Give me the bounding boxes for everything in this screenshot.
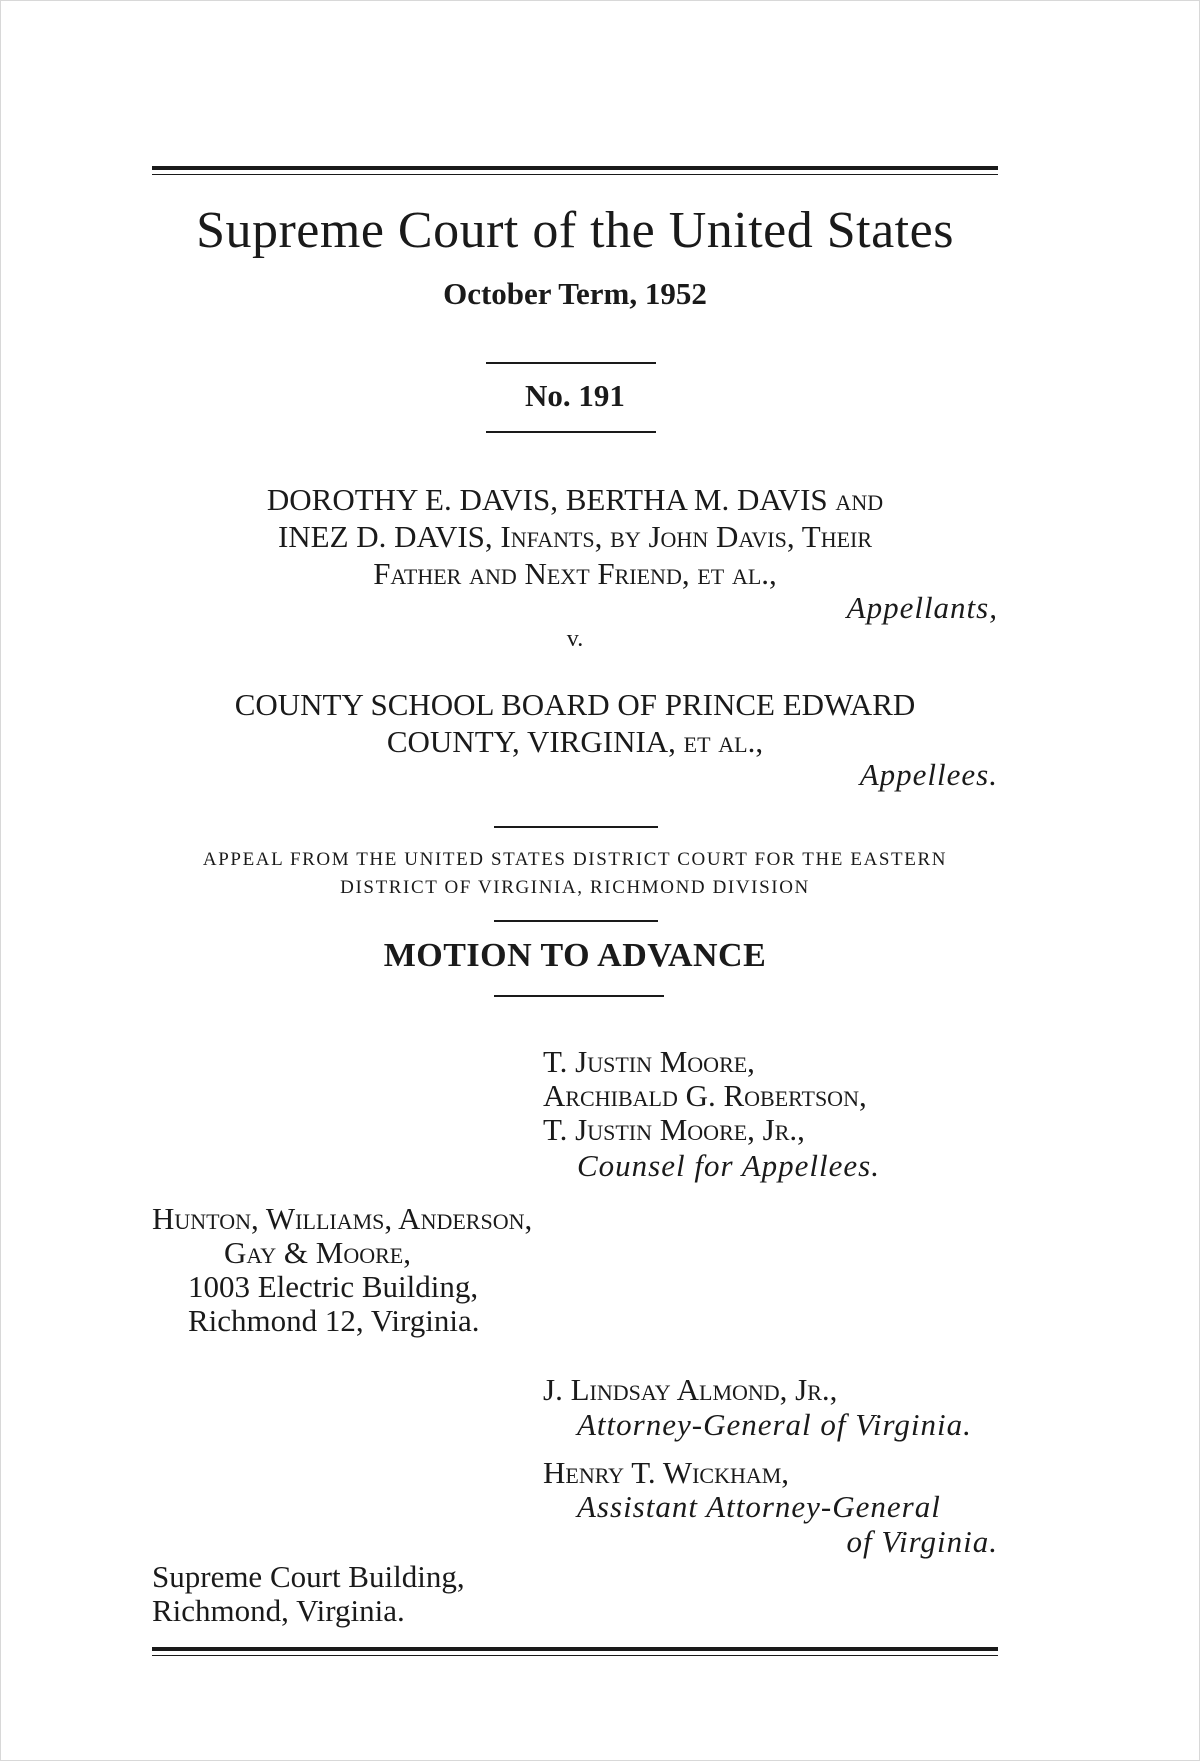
counsel-name-3: T. Justin Moore, Jr., xyxy=(543,1112,805,1147)
appellants-role: Appellants, xyxy=(846,590,998,625)
term: October Term, 1952 xyxy=(443,276,707,311)
assistant-title-1: Assistant Attorney-General xyxy=(577,1489,941,1524)
appeal-line-1: APPEAL FROM THE UNITED STATES DISTRICT COURT FOR THE EASTERN xyxy=(202,849,948,870)
rule-above-docket xyxy=(486,362,656,364)
rule-above-appeal xyxy=(494,826,658,828)
counsel-name-1: T. Justin Moore, xyxy=(543,1044,755,1079)
rule-below-docket xyxy=(486,431,656,433)
attorney-general-title: Attorney-General of Virginia. xyxy=(577,1407,972,1442)
firm-line-2: Gay & Moore, xyxy=(224,1235,411,1270)
firm-line-4: Richmond 12, Virginia. xyxy=(188,1303,480,1338)
rule-below-motion xyxy=(494,995,664,997)
motion-title: MOTION TO ADVANCE xyxy=(383,937,767,974)
court-title: Supreme Court of the United States xyxy=(196,202,954,259)
firm-line-3: 1003 Electric Building, xyxy=(188,1269,479,1304)
address-line-2: Richmond, Virginia. xyxy=(152,1593,405,1628)
appellants-line-3: Father and Next Friend, et al., xyxy=(373,556,777,591)
appellants-line-1: DOROTHY E. DAVIS, BERTHA M. DAVIS and xyxy=(266,482,884,517)
appellees-role: Appellees. xyxy=(859,757,998,792)
appellants-names xyxy=(152,481,998,592)
appellees-names xyxy=(152,686,998,760)
versus: v. xyxy=(566,626,584,652)
firm-line-1: Hunton, Williams, Anderson, xyxy=(152,1201,533,1236)
bottom-double-rule xyxy=(152,1647,998,1656)
appellants-line-2: INEZ D. DAVIS, Infants, by John Davis, Their xyxy=(277,519,873,554)
address-line-1: Supreme Court Building, xyxy=(152,1559,465,1594)
appellees-line-1: COUNTY SCHOOL BOARD OF PRINCE EDWARD xyxy=(234,687,916,722)
appeal-line-2: DISTRICT OF VIRGINIA, RICHMOND DIVISION xyxy=(340,877,810,898)
attorney-general-name: J. Lindsay Almond, Jr., xyxy=(543,1372,838,1407)
assistant-name: Henry T. Wickham, xyxy=(543,1455,790,1490)
docket-number: No. 191 xyxy=(525,378,625,413)
appellees-line-2: COUNTY, VIRGINIA, et al., xyxy=(386,724,764,759)
rule-above-motion xyxy=(494,920,658,922)
counsel-role: Counsel for Appellees. xyxy=(577,1148,880,1183)
assistant-title-2: of Virginia. xyxy=(846,1524,998,1559)
counsel-name-2: Archibald G. Robertson, xyxy=(543,1078,867,1113)
top-double-rule xyxy=(152,166,998,175)
appeal-caption xyxy=(152,846,998,902)
